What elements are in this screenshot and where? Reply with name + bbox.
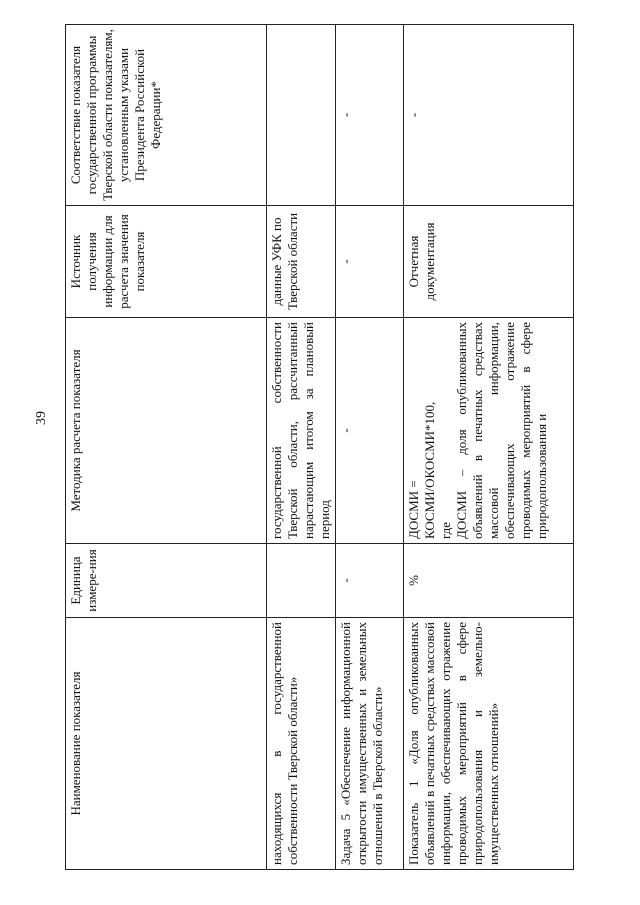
header-source: Источник получения информации для расчета значения показателя <box>66 206 267 318</box>
row-1-unit <box>267 544 336 618</box>
row-3-name: Показатель 1 «Доля опубликованных объявлений в печатных средствах массовой информации, обеспечивающих отражение проводимых мероприятий в сфере природопользования и земельно-имущественных отношений» <box>404 618 574 870</box>
row-2-name: Задача 5 «Обеспечение информационной открытости имущественных и земельных отношений в Тверской области» <box>336 618 404 870</box>
table-row <box>336 25 404 870</box>
row-3-unit: % <box>404 544 574 618</box>
indicators-table <box>65 24 574 870</box>
row-3-correspondence: - <box>404 25 574 206</box>
header-unit: Единица измере-ния <box>66 544 267 618</box>
row-1-correspondence <box>267 25 336 206</box>
row-2-method: - <box>336 318 404 544</box>
row-3-method-text: ДОСМИ – доля опубликованных объявлений в печатных средствах массовой информации, обеспечивающих отражение проводимых мероприятий в сфере природопользования и <box>454 322 549 539</box>
header-name: Наименование показателя <box>66 618 267 870</box>
row-1-name: находящихся в государственной собственности Тверской области» <box>267 618 336 870</box>
row-2-source: - <box>336 206 404 318</box>
header-method: Методика расчета показателя <box>66 318 267 544</box>
table-row <box>267 25 336 870</box>
table-row <box>404 25 574 870</box>
page-number: 39 <box>34 411 49 425</box>
row-3-method <box>404 318 574 544</box>
header-correspondence: Соответствие показателя государственной программы Тверской области показателям, установленным указами Президента Российской Федерации* <box>66 25 267 206</box>
row-2-unit: - <box>336 544 404 618</box>
row-2-correspondence: - <box>336 25 404 206</box>
rotated-table-wrapper <box>65 25 565 870</box>
header-row <box>66 25 267 870</box>
row-1-source: данные УФК по Тверской области <box>267 206 336 318</box>
row-1-method: государственной собственности Тверской области, рассчитанный нарастающим итогом за плановый период <box>267 318 336 544</box>
row-3-source: Отчетная документация <box>404 206 574 318</box>
row-3-method-formula: ДОСМИ = КОСМИ/ОКОСМИ*100, где <box>406 401 453 539</box>
